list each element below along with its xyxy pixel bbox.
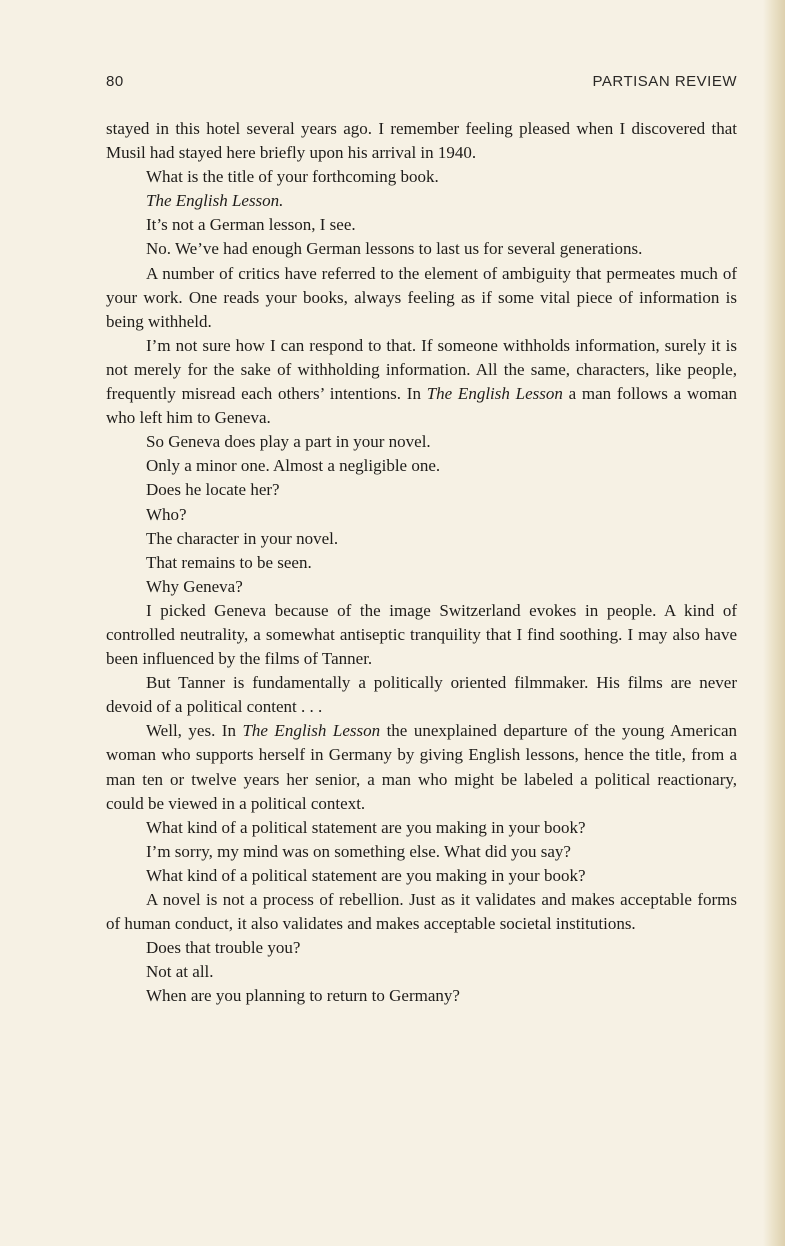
paragraph <box>106 334 737 430</box>
paragraph <box>106 840 737 864</box>
paragraph <box>106 430 737 454</box>
text-segment: It’s not a German lesson, I see. <box>146 215 356 235</box>
italic-text: The English Lesson. <box>146 191 284 211</box>
text-segment: Who? <box>146 504 187 524</box>
italic-text: The English Lesson <box>242 721 381 741</box>
text-segment: But Tanner is fundamentally a politically oriented filmmaker. His films are never devoid of a political content . . . <box>106 673 737 717</box>
text-segment: stayed in this hotel several years ago. I remember feeling pleased when I discovered that Musil had stayed here briefly upon his arrival in 1940. <box>106 119 737 163</box>
text-segment: What kind of a political statement are you making in your book? <box>146 817 586 837</box>
text-segment: Well, yes. In <box>146 721 243 741</box>
text-segment: What kind of a political statement are you making in your book? <box>146 865 586 885</box>
paragraph <box>106 936 737 960</box>
text-segment: a man follows a woman who left him to Geneva. <box>106 384 737 428</box>
text-segment: A novel is not a process of rebellion. Just as it validates and makes acceptable forms of human conduct, it also validates and makes acceptable societal institutions. <box>106 890 737 934</box>
paragraph <box>106 599 737 671</box>
text-segment: the unexplained departure of the young American woman who supports herself in Germany by giving English lessons, hence the title, from a man ten or twelve years her senior, a man who might be labeled a political reactionary, could be viewed in a political context. <box>106 721 738 813</box>
text-segment: Not at all. <box>146 962 214 982</box>
paragraph <box>106 503 737 527</box>
paragraph <box>106 478 737 502</box>
paragraph <box>106 719 737 815</box>
paragraph <box>106 213 737 237</box>
page-header <box>106 73 737 93</box>
paragraph <box>106 262 737 334</box>
text-segment: A number of critics have referred to the element of ambiguity that permeates much of your work. One reads your books, always feeling as if some vital piece of information is being withheld. <box>106 263 737 331</box>
page-number: 80 <box>106 73 124 90</box>
text-segment: When are you planning to return to Germany? <box>146 986 460 1006</box>
text-segment: I’m sorry, my mind was on something else. What did you say? <box>146 841 571 861</box>
paragraph <box>106 984 737 1008</box>
paragraph <box>106 189 737 213</box>
italic-text: The English Lesson <box>426 384 563 404</box>
text-segment: That remains to be seen. <box>146 552 312 572</box>
text-segment: No. We’ve had enough German lessons to last us for several generations. <box>146 239 643 259</box>
running-head: PARTISAN REVIEW <box>592 73 737 90</box>
text-segment: Only a minor one. Almost a negligible one. <box>146 456 441 476</box>
paragraph <box>106 527 737 551</box>
paragraph <box>106 551 737 575</box>
paragraph <box>106 117 737 165</box>
paragraph <box>106 237 737 261</box>
page-edge-shadow <box>763 0 785 1246</box>
paragraph <box>106 165 737 189</box>
text-segment: What is the title of your forthcoming book. <box>146 167 439 187</box>
paragraph <box>106 671 737 719</box>
paragraph <box>106 454 737 478</box>
paragraph <box>106 816 737 840</box>
text-segment: I’m not sure how I can respond to that. If someone withholds information, surely it is not merely for the sake of withholding information. All the same, characters, like people, frequently misread each others’ intentions. In <box>106 335 737 404</box>
text-segment: So Geneva does play a part in your novel. <box>146 432 431 452</box>
paragraph <box>106 960 737 984</box>
paragraph <box>106 864 737 888</box>
paragraph <box>106 888 737 936</box>
text-segment: Does he locate her? <box>146 480 280 500</box>
paragraph <box>106 575 737 599</box>
body-text <box>106 117 737 1008</box>
text-segment: I picked Geneva because of the image Switzerland evokes in people. A kind of controlled neutrality, a somewhat antiseptic tranquility that I find soothing. I may also have been influenced by the films of Tanner. <box>106 600 737 669</box>
text-segment: The character in your novel. <box>146 528 339 548</box>
text-segment: Does that trouble you? <box>146 938 301 958</box>
text-segment: Why Geneva? <box>146 576 243 596</box>
